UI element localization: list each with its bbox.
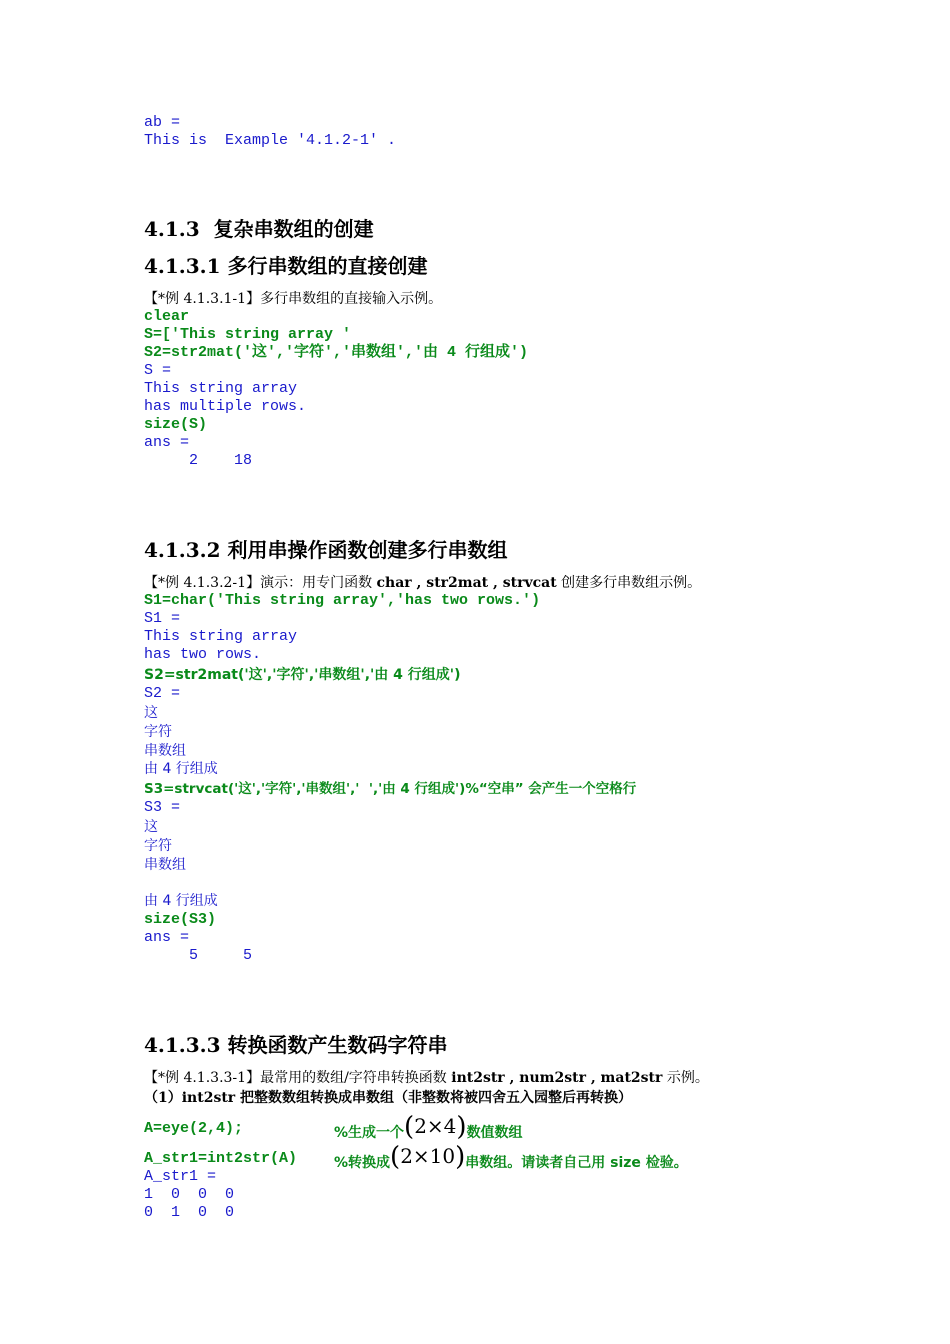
output-line: This string array (144, 628, 298, 645)
command-line: A=eye(2,4); (144, 1120, 244, 1137)
command-line: S=['This string array ' (144, 326, 352, 343)
example-label: 【*例 4.1.3.1-1】 (144, 291, 261, 307)
comment-text: %生成一个 (334, 1125, 405, 1141)
output-line: 这 (144, 705, 158, 721)
command-line: size(S) (144, 416, 208, 433)
example-text: 创建多行串数组示例。 (556, 575, 702, 591)
example-text: 演示：用专门函数 (260, 575, 377, 591)
section-heading-4-1-3-3: 4.1.3.3 转换函数产生数码字符串 (144, 1033, 448, 1057)
example-label: 【*例 4.1.3.2-1】 (144, 575, 261, 591)
output-line: 2 18 (144, 452, 253, 469)
command-line: S3=strvcat('这','字符','串数组',' ','由 4 行组成')%“空串” 会产生一个空格行 (144, 781, 637, 797)
output-line: This string array (144, 380, 298, 397)
math-expression: 2×10 (400, 1144, 456, 1168)
section-heading-4-1-3-2: 4.1.3.2 利用串操作函数创建多行串数组 (144, 538, 508, 562)
command-line: clear (144, 308, 190, 325)
output-line: 串数组 (144, 857, 186, 873)
math-expression: 2×4 (414, 1114, 457, 1138)
comment-text: 串数组。请读者自己用 size 检验。 (465, 1155, 688, 1171)
output-line: has multiple rows. (144, 398, 307, 415)
example-text: 多行串数组的直接输入示例。 (260, 291, 443, 307)
output-line: 5 5 (144, 947, 253, 964)
command-line: A_str1=int2str(A) (144, 1150, 298, 1167)
function-names: int2str , num2str , mat2str (451, 1070, 663, 1086)
output-line: ans = (144, 434, 190, 451)
output-line: 1 0 0 0 (144, 1186, 235, 1203)
section-heading-4-1-3-1: 4.1.3.1 多行串数组的直接创建 (144, 254, 428, 278)
output-line: S = (144, 362, 172, 379)
function-name: char , (376, 575, 422, 591)
command-comment (334, 1112, 523, 1142)
example-label: 【*例 4.1.3.3-1】 (144, 1070, 261, 1086)
command-line: size(S3) (144, 911, 217, 928)
comment-text: %转换成 (334, 1155, 391, 1171)
command-line: S2=str2mat('这','字符','串数组','由 4 行组成') (144, 344, 529, 361)
example-caption (144, 290, 442, 308)
output-line: S1 = (144, 610, 181, 627)
command-line: S2=str2mat('这','字符','串数组','由 4 行组成') (144, 667, 461, 683)
function-name: str2mat , (421, 575, 498, 591)
command-comment (334, 1142, 688, 1172)
output-line: A_str1 = (144, 1168, 217, 1185)
output-line: This is Example '4.1.2-1' . (144, 132, 397, 149)
output-line: 由 4 行组成 (144, 761, 218, 777)
output-line: 这 (144, 819, 158, 835)
command-line: S1=char('This string array','has two rows.') (144, 592, 541, 609)
output-line: 串数组 (144, 743, 186, 759)
math-dimension: (2×10) (390, 1142, 466, 1172)
output-line: 字符 (144, 724, 172, 740)
section-heading-4-1-3: 4.1.3 复杂串数组的创建 (144, 217, 374, 241)
output-line: 0 1 0 0 (144, 1204, 235, 1221)
example-text: 示例。 (662, 1070, 709, 1086)
output-line: 字符 (144, 838, 172, 854)
output-line: S3 = (144, 799, 181, 816)
output-line: S2 = (144, 685, 181, 702)
output-line: 由 4 行组成 (144, 893, 218, 909)
output-line: ans = (144, 929, 190, 946)
function-name: strvcat (497, 575, 557, 591)
example-caption (144, 574, 701, 592)
output-line: has two rows. (144, 646, 262, 663)
example-caption (144, 1069, 709, 1087)
output-line: ab = (144, 114, 181, 131)
math-dimension: (2×4) (404, 1112, 467, 1142)
step-heading: （1）int2str 把整数数组转换成串数组（非整数将被四舍五入园整后再转换） (144, 1090, 633, 1106)
comment-text: 数值数组 (466, 1125, 523, 1141)
example-text: 最常用的数组/字符串转换函数 (260, 1070, 452, 1086)
